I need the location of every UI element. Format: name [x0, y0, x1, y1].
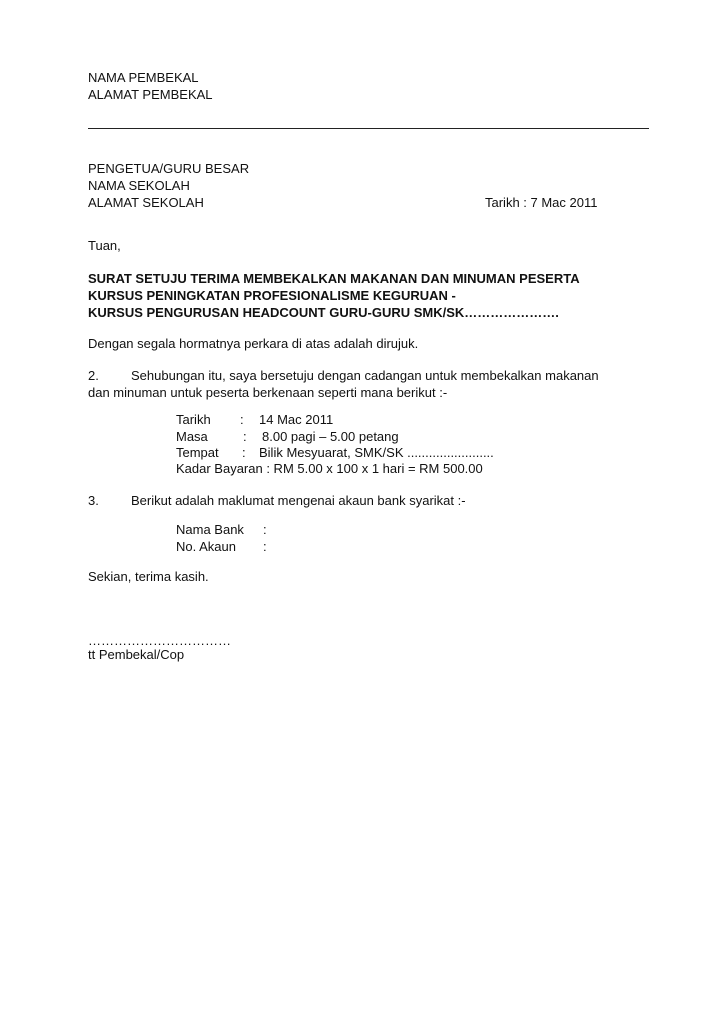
subject-line-2: KURSUS PENINGKATAN PROFESIONALISME KEGURUAN - [88, 288, 456, 303]
detail-masa-value: 8.00 pagi – 5.00 petang [262, 429, 399, 444]
para2-line-1: Sehubungan itu, saya bersetuju dengan cadangan untuk membekalkan makanan [131, 368, 599, 383]
reference-paragraph: Dengan segala hormatnya perkara di atas adalah dirujuk. [88, 336, 419, 351]
account-number-separator: : [263, 539, 267, 554]
header-divider [88, 128, 649, 129]
closing: Sekian, terima kasih. [88, 569, 209, 584]
detail-tempat-value: Bilik Mesyuarat, SMK/SK ........................ [259, 445, 494, 460]
recipient-school-address: ALAMAT SEKOLAH [88, 195, 204, 210]
detail-tempat-separator: : [242, 445, 246, 460]
detail-kadar-bayaran: Kadar Bayaran : RM 5.00 x 100 x 1 hari = RM 500.00 [176, 461, 483, 476]
letter-date: Tarikh : 7 Mac 2011 [485, 195, 598, 210]
sender-address: ALAMAT PEMBEKAL [88, 87, 213, 102]
subject-line-1: SURAT SETUJU TERIMA MEMBEKALKAN MAKANAN DAN MINUMAN PESERTA [88, 271, 580, 286]
detail-masa-label: Masa [176, 429, 208, 444]
signature-caption: tt Pembekal/Cop [88, 647, 185, 662]
detail-tempat-label: Tempat [176, 445, 219, 460]
salutation: Tuan, [88, 238, 121, 253]
detail-tarikh-value: 14 Mac 2011 [259, 412, 334, 427]
recipient-title: PENGETUA/GURU BESAR [88, 161, 250, 176]
signature-line: …………………………… [88, 633, 231, 648]
bank-name-label: Nama Bank [176, 522, 244, 537]
sender-name: NAMA PEMBEKAL [88, 70, 199, 85]
para3-number: 3. [88, 493, 99, 508]
para2-number: 2. [88, 368, 99, 383]
recipient-school-name: NAMA SEKOLAH [88, 178, 190, 193]
detail-masa-separator: : [243, 429, 247, 444]
bank-name-separator: : [263, 522, 267, 537]
para3-text: Berikut adalah maklumat mengenai akaun bank syarikat :- [131, 493, 466, 508]
detail-tarikh-label: Tarikh [176, 412, 211, 427]
para2-line-2: dan minuman untuk peserta berkenaan seperti mana berikut :- [88, 385, 448, 400]
account-number-label: No. Akaun [176, 539, 236, 554]
detail-tarikh-separator: : [240, 412, 244, 427]
subject-line-3: KURSUS PENGURUSAN HEADCOUNT GURU-GURU SMK/SK…………………. [88, 305, 559, 320]
